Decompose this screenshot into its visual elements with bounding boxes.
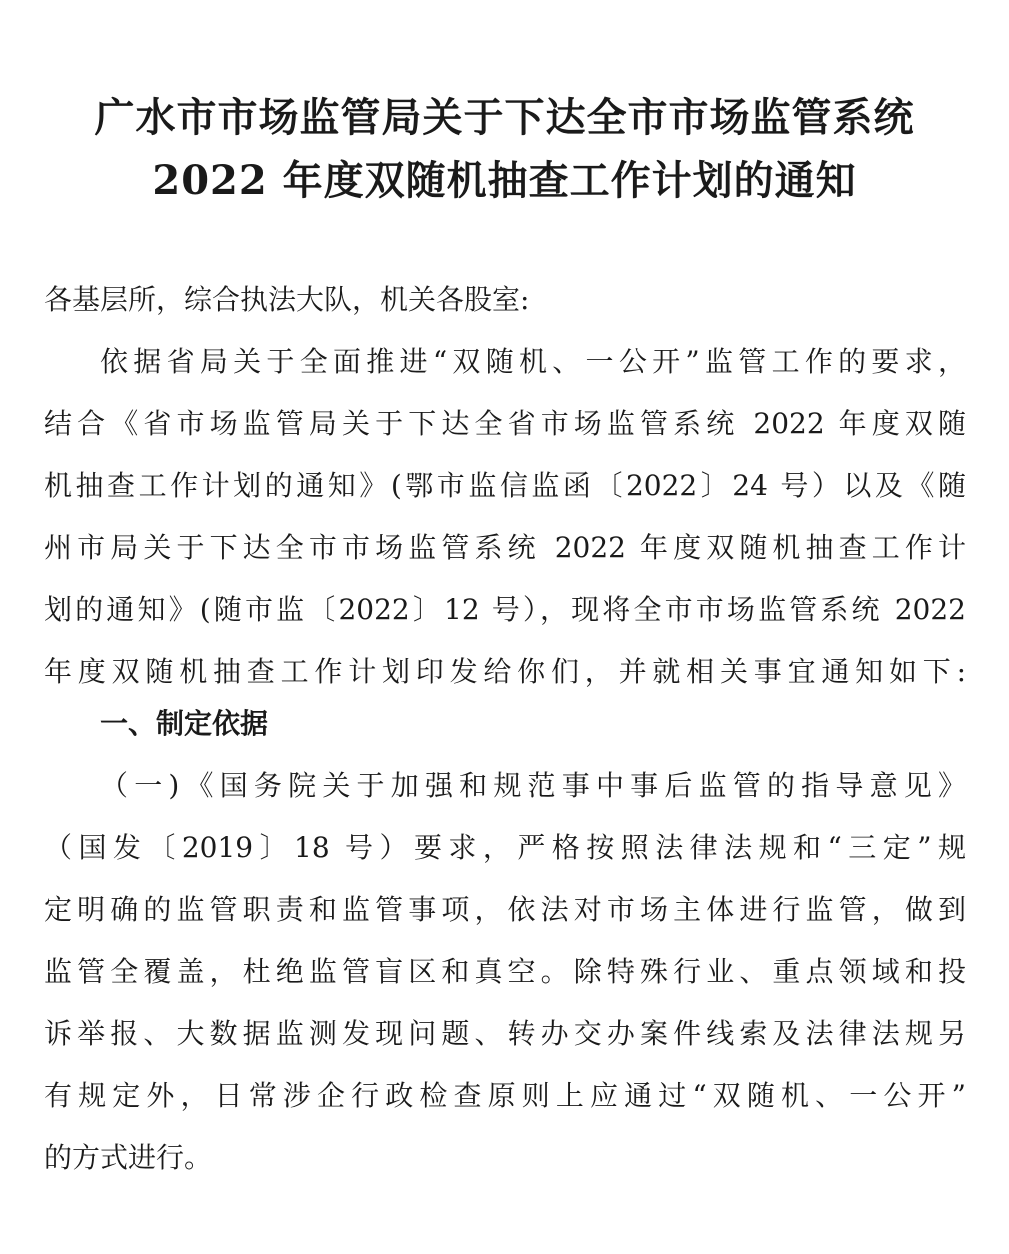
paragraph-2-line-7: 的方式进行。 [44,1141,213,1174]
paragraph-2-line-2: （国发〔2019〕18 号）要求，严格按照法律法规和“三定”规 [44,831,966,864]
paragraph-2-line-4: 监管全覆盖，杜绝监管盲区和真空。除特殊行业、重点领域和投 [44,955,966,988]
paragraph-1-line-2: 结合《省市场监管局关于下达全省市场监管系统 2022 年度双随 [44,407,966,440]
document-title-line-1: 广水市市场监管局关于下达全市市场监管系统 [94,94,915,141]
document-title-line-2: 2022 年度双随机抽查工作计划的通知 [152,157,857,204]
paragraph-1-line-1: 依据省局关于全面推进“双随机、一公开”监管工作的要求， [100,345,966,378]
salutation: 各基层所，综合执法大队，机关各股室: [44,283,530,316]
paragraph-1-line-4: 州市局关于下达全市市场监管系统 2022 年度双随机抽查工作计 [44,531,966,564]
paragraph-1-line-6: 年度双随机抽查工作计划印发给你们，并就相关事宜通知如下: [44,655,966,688]
paragraph-2-line-3: 定明确的监管职责和监管事项，依法对市场主体进行监管，做到 [44,893,966,926]
paragraph-2-line-1: （一)《国务院关于加强和规范事中事后监管的指导意见》 [100,769,966,802]
paragraph-1-line-5: 划的通知》(随市监〔2022〕12 号），现将全市市场监管系统 2022 [44,593,966,626]
paragraph-2-line-6: 有规定外，日常涉企行政检查原则上应通过“双随机、一公开” [44,1079,966,1112]
paragraph-2-line-5: 诉举报、大数据监测发现问题、转办交办案件线索及法律法规另 [44,1017,966,1050]
section-1-heading: 一、制定依据 [100,707,269,740]
paragraph-1-line-3: 机抽查工作计划的通知》(鄂市监信监函〔2022〕24 号）以及《随 [44,469,966,502]
